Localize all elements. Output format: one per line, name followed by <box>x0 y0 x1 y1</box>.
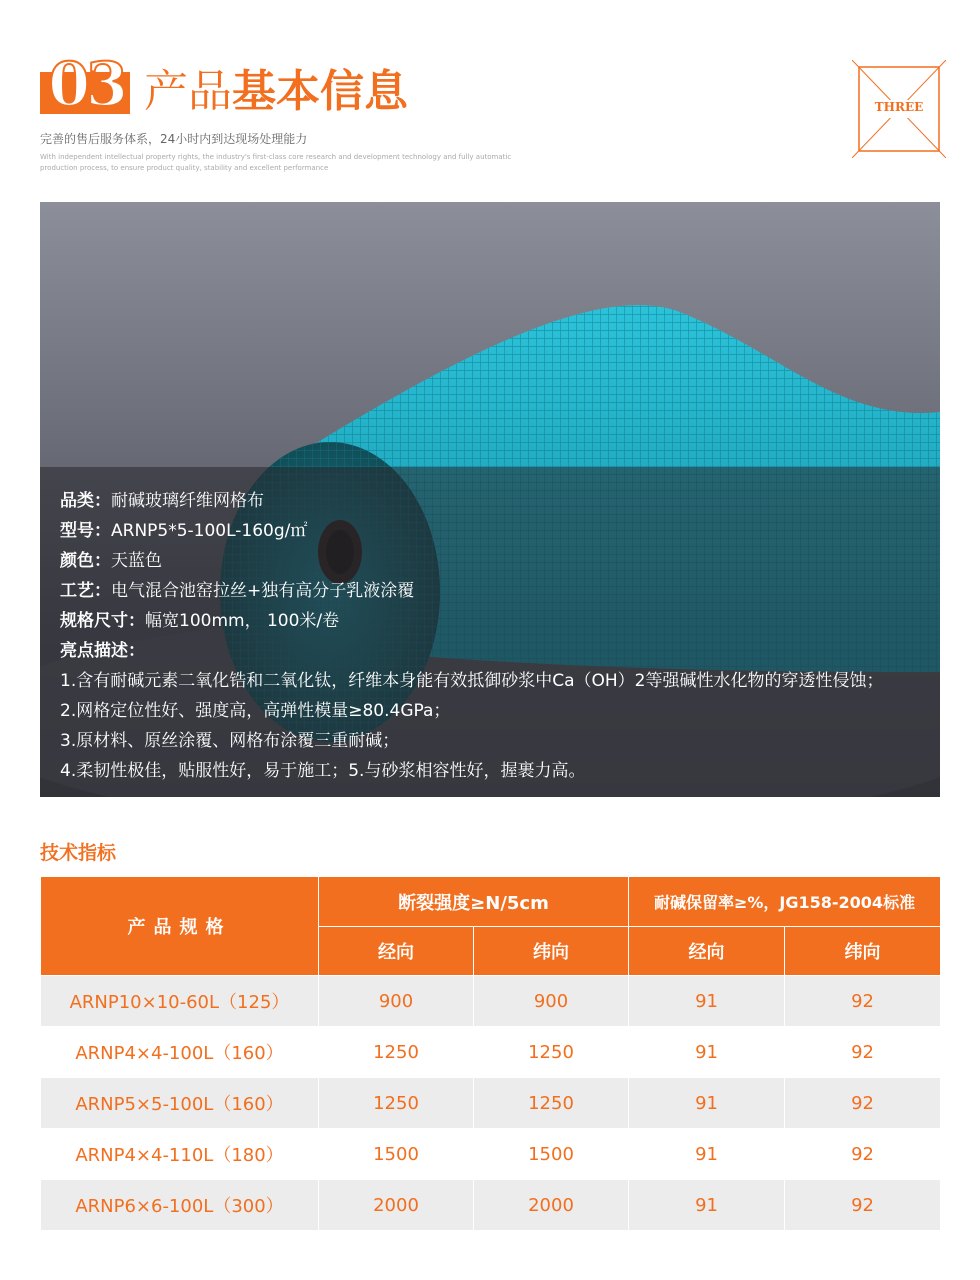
cell-value: 91 <box>629 1078 785 1129</box>
col-header-weft: 纬向 <box>785 927 941 976</box>
badge-label: THREE <box>874 100 924 114</box>
cell-value: 92 <box>785 1180 941 1231</box>
info-row-process: 工艺：电气混合池窑拉丝+独有高分子乳液涂覆 <box>60 581 415 601</box>
info-row-model: 型号：ARNP5*5-100L-160g/㎡ <box>60 521 308 541</box>
info-row-color: 颜色：天蓝色 <box>60 551 162 571</box>
title-light: 产品 <box>144 66 232 117</box>
cell-spec: ARNP4×4-100L（160） <box>41 1027 319 1078</box>
cell-value: 1250 <box>319 1078 474 1129</box>
col-header-weft: 纬向 <box>474 927 629 976</box>
cell-spec: ARNP10×10-60L（125） <box>41 976 319 1027</box>
cell-spec: ARNP5×5-100L（160） <box>41 1078 319 1129</box>
subtitle-en: With independent intellectual property rights, the industry's first-class core research and development technology and fully automatic production process, to ensure product quality, stability and excellent performance <box>40 153 512 172</box>
cell-value: 1250 <box>319 1027 474 1078</box>
cell-value: 91 <box>629 1027 785 1078</box>
cell-value: 2000 <box>474 1180 629 1231</box>
page-title <box>144 62 408 122</box>
cell-value: 91 <box>629 1129 785 1180</box>
highlight-item: 4.柔韧性极佳，贴服性好，易于施工；5.与砂浆相容性好，握裹力高。 <box>60 761 586 781</box>
tech-section-title: 技术指标 <box>40 842 117 864</box>
col-header-spec: 产品规格 <box>41 877 319 976</box>
col-header-strength: 断裂强度≥N/5cm <box>319 877 629 927</box>
col-header-warp: 经向 <box>629 927 785 976</box>
cell-value: 900 <box>474 976 629 1027</box>
cell-value: 1250 <box>474 1027 629 1078</box>
cell-value: 1500 <box>319 1129 474 1180</box>
cell-value: 900 <box>319 976 474 1027</box>
cell-value: 91 <box>629 1180 785 1231</box>
cell-value: 92 <box>785 1027 941 1078</box>
cell-value: 1500 <box>474 1129 629 1180</box>
highlight-item: 1.含有耐碱元素二氧化锆和二氧化钛，纤维本身能有效抵御砂浆中Ca（OH）2等强碱性水化物的穿透性侵蚀； <box>60 671 884 691</box>
cell-value: 92 <box>785 1129 941 1180</box>
cell-value: 92 <box>785 1078 941 1129</box>
col-header-warp: 经向 <box>319 927 474 976</box>
cell-spec: ARNP4×4-110L（180） <box>41 1129 319 1180</box>
product-photo-panel <box>40 202 940 797</box>
section-header <box>0 0 980 200</box>
section-number: 03 <box>48 50 124 120</box>
col-header-alkali: 耐碱保留率≥%，JG158-2004标准 <box>629 877 941 927</box>
table-row <box>41 1180 941 1231</box>
cell-value: 1250 <box>474 1078 629 1129</box>
table-row <box>41 1078 941 1129</box>
info-row-highlights: 亮点描述： <box>60 641 145 661</box>
info-row-size: 规格尺寸：幅宽100mm， 100米/卷 <box>60 611 340 631</box>
subtitle-cn: 完善的售后服务体系，24小时内到达现场处理能力 <box>40 132 308 146</box>
info-row-category: 品类：耐碱玻璃纤维网格布 <box>60 491 264 511</box>
highlight-item: 3.原材料、原丝涂覆、网格布涂覆三重耐碱； <box>60 731 400 751</box>
product-info-list <box>60 486 884 786</box>
table-row <box>41 976 941 1027</box>
cell-value: 2000 <box>319 1180 474 1231</box>
table-header-row <box>41 877 941 927</box>
highlight-item: 2.网格定位性好、强度高，高弹性模量≥80.4GPa； <box>60 701 451 721</box>
cell-value: 91 <box>629 976 785 1027</box>
spec-table <box>40 876 941 1231</box>
cell-spec: ARNP6×6-100L（300） <box>41 1180 319 1231</box>
table-row <box>41 1129 941 1180</box>
table-row <box>41 1027 941 1078</box>
three-badge <box>852 60 946 158</box>
title-bold: 基本信息 <box>232 66 408 117</box>
cell-value: 92 <box>785 976 941 1027</box>
